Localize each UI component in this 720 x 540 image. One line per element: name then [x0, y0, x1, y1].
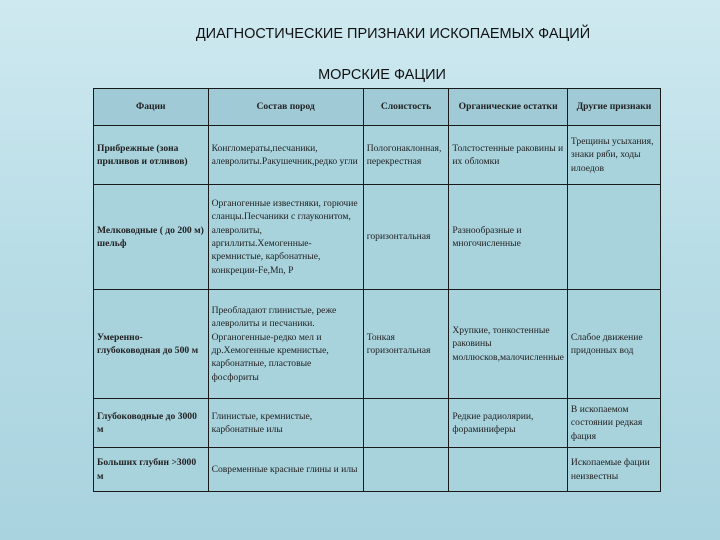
cell-other: Слабое движение придонных вод [567, 290, 660, 399]
header-other-features: Другие признаки [567, 89, 660, 126]
cell-organic [449, 448, 568, 492]
cell-facies: Прибрежные (зона приливов и отливов) [94, 126, 209, 185]
cell-facies: Умеренно-глубоководная до 500 м [94, 290, 209, 399]
cell-bedding: Пологонаклонная, перекрестная [363, 126, 449, 185]
table-row [94, 448, 661, 492]
cell-organic: Разнообразные и многочисленные [449, 185, 568, 290]
cell-composition: Преобладают глинистые, реже алевролиты и песчаники. Органогенные-редко мел и др.Хемогенные кремнистые, карбонатные, пластовые фосфориты [208, 290, 363, 399]
table-header-row [94, 89, 661, 126]
facies-table [93, 88, 661, 492]
table-row [94, 126, 661, 185]
header-organic-remains: Органические остатки [449, 89, 568, 126]
header-bedding: Слоистость [363, 89, 449, 126]
page-title: ДИАГНОСТИЧЕСКИЕ ПРИЗНАКИ ИСКОПАЕМЫХ ФАЦИЙ [195, 26, 591, 42]
cell-facies: Больших глубин >3000 м [94, 448, 209, 492]
table-row [94, 399, 661, 448]
cell-other: Трещины усыхания, знаки ряби, ходы илоедов [567, 126, 660, 185]
cell-organic: Толстостенные раковины и их обломки [449, 126, 568, 185]
cell-other [567, 185, 660, 290]
cell-organic: Редкие радиолярии, фораминиферы [449, 399, 568, 448]
cell-facies: Глубоководные до 3000 м [94, 399, 209, 448]
header-rock-composition: Состав пород [208, 89, 363, 126]
cell-composition: Органогенные известняки, горючие сланцы.Песчаники с глауконитом, алевролиты, аргиллиты.Хемогенные-кремнистые, карбонатные, конкреции-Fe,Mn, P [208, 185, 363, 290]
cell-other: Ископаемые фации неизвестны [567, 448, 660, 492]
cell-facies: Мелководные ( до 200 м) шельф [94, 185, 209, 290]
cell-composition: Глинистые, кремнистые, карбонатные илы [208, 399, 363, 448]
table-row [94, 185, 661, 290]
cell-bedding: горизонтальная [363, 185, 449, 290]
cell-composition: Конгломераты,песчаники, алевролиты.Ракушечник,редко угли [208, 126, 363, 185]
cell-bedding [363, 399, 449, 448]
cell-bedding [363, 448, 449, 492]
cell-organic: Хрупкие, тонкостенные раковины моллюсков,малочисленные [449, 290, 568, 399]
table-row [94, 290, 661, 399]
header-facies: Фации [94, 89, 209, 126]
section-subtitle: МОРСКИЕ ФАЦИИ [318, 67, 446, 83]
cell-other: В ископаемом состоянии редкая фация [567, 399, 660, 448]
cell-composition: Современные красные глины и илы [208, 448, 363, 492]
cell-bedding: Тонкая горизонтальная [363, 290, 449, 399]
